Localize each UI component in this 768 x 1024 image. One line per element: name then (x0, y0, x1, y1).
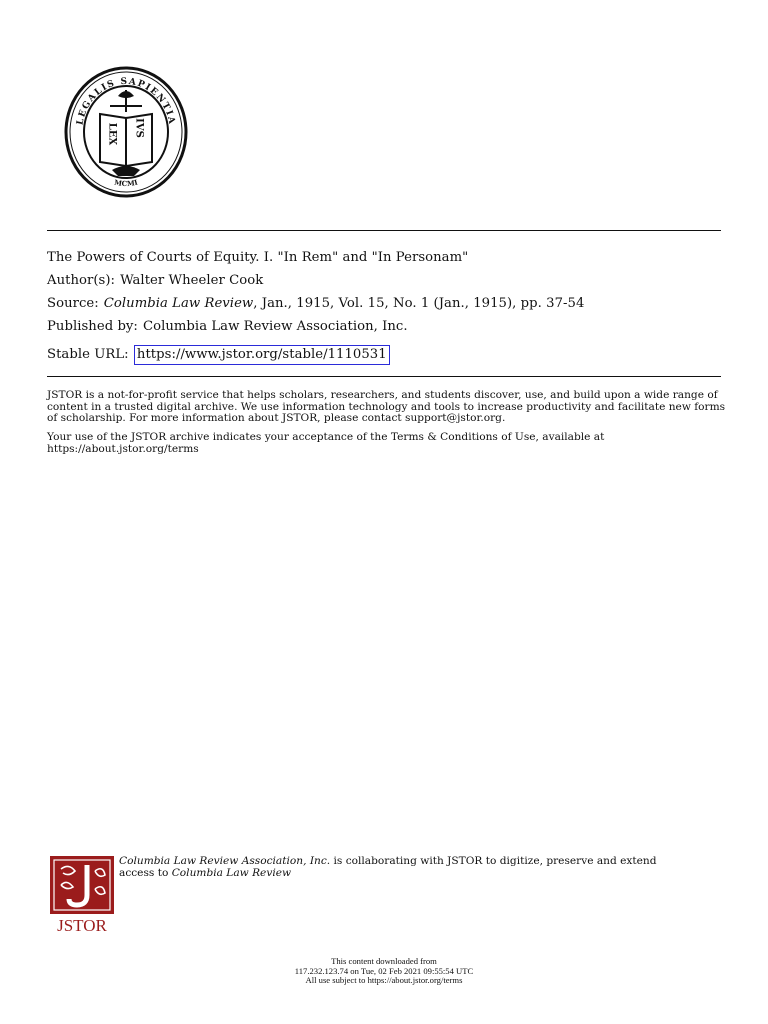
terms-notice: Your use of the JSTOR archive indicates your acceptance of the Terms & Conditions of Use, available at https://about.jstor.org/terms (47, 431, 605, 455)
article-title: The Powers of Courts of Equity. I. "In Rem" and "In Personam" (47, 250, 469, 265)
source-label: Source: (47, 296, 99, 311)
author-name: Walter Wheeler Cook (120, 273, 264, 288)
stable-url-link[interactable]: https://www.jstor.org/stable/1110531 (134, 345, 390, 365)
collab-middle-text: is collaborating with JSTOR to digitize, preserve and extend access to (119, 855, 657, 879)
jstor-wordmark: JSTOR (57, 916, 107, 935)
source-journal: Columbia Law Review (103, 296, 254, 311)
publisher-name: Columbia Law Review Association, Inc. (142, 319, 408, 334)
author-line (47, 273, 263, 289)
collaboration-statement (119, 855, 679, 879)
download-footer (0, 957, 768, 986)
source-details: , Jan., 1915, Vol. 15, No. 1 (Jan., 1915), pp. 37-54 (253, 296, 585, 311)
columbia-law-seal (64, 66, 188, 198)
publisher-line (47, 319, 408, 335)
jstor-logo (49, 855, 115, 935)
footer-line-3: All use subject to https://about.jstor.org/terms (305, 975, 463, 985)
jstor-service-notice: JSTOR is a not-for-profit service that helps scholars, researchers, and students discover, use, and build upon a wide range of content in a trusted digital archive. We use information technology and tools to increase productivity and facilitate new forms of scholarship. For more information about JSTOR, please contact support@jstor.org. (47, 389, 726, 424)
publisher-label: Published by: (47, 319, 138, 334)
collab-publisher: Columbia Law Review Association, Inc. (119, 855, 331, 867)
seal-book-left: LEX (106, 122, 118, 146)
seal-book-right: IVS (133, 118, 145, 138)
author-label: Author(s): (47, 273, 116, 288)
seal-lettering-top: LEGALIS SAPIENTIA (75, 76, 177, 126)
source-line (47, 296, 584, 312)
top-divider (47, 230, 721, 231)
collab-journal: Columbia Law Review (171, 867, 292, 879)
seal-lettering-bottom: MCMI (113, 177, 139, 189)
bottom-divider (47, 376, 721, 377)
footer-line-1: This content downloaded from (331, 956, 437, 966)
stable-url-line (47, 345, 390, 365)
footer-line-2: 117.232.123.74 on Tue, 02 Feb 2021 09:55:54 UTC (294, 965, 474, 976)
stable-url-label: Stable URL: (47, 347, 129, 362)
